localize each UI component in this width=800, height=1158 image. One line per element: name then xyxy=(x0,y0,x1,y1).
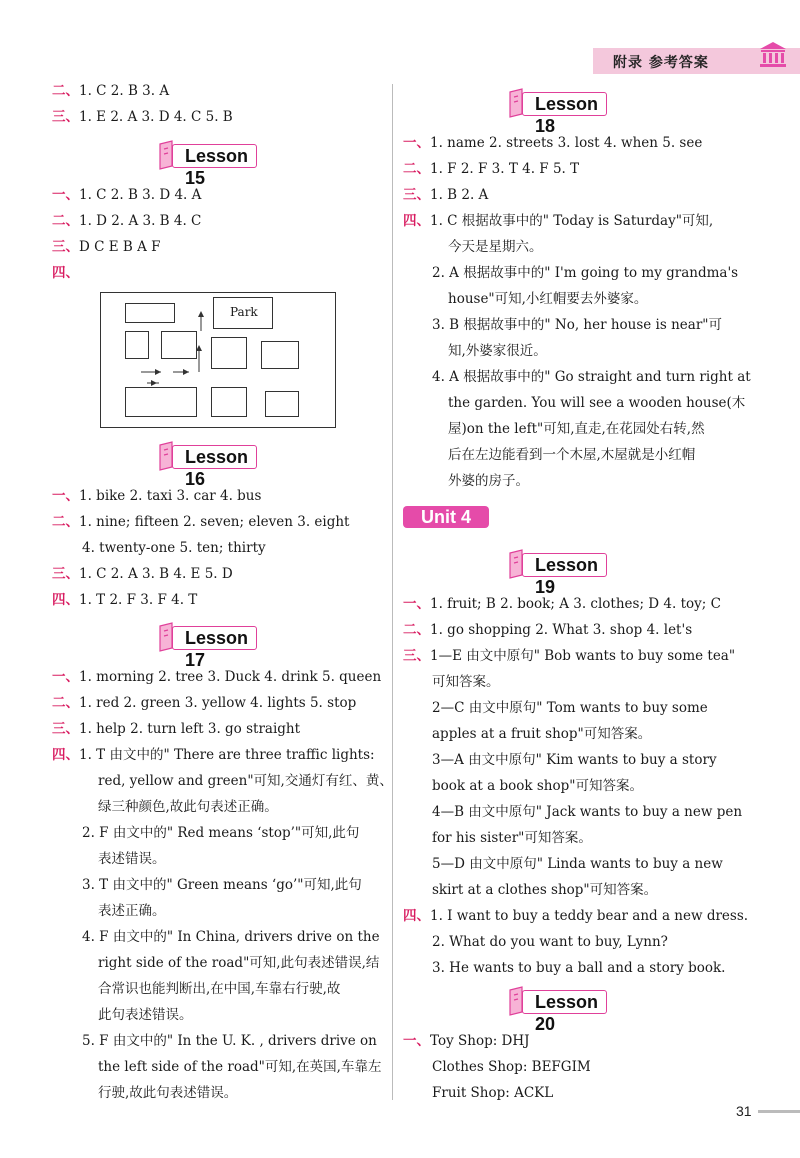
answer-line: 2—C 由文中原句" Tom wants to buy some xyxy=(432,700,708,716)
answer-line: 合常识也能判断出,在中国,车靠右行驶,故 xyxy=(98,981,341,997)
page-number: 31 xyxy=(736,1103,752,1119)
answer-line: book at a book shop"可知答案。 xyxy=(432,778,643,794)
answer-line: 一、Toy Shop: DHJ xyxy=(403,1033,530,1049)
unit-4-badge: Unit 4 xyxy=(403,506,489,528)
answer-line: the left side of the road"可知,在英国,车靠左 xyxy=(98,1059,382,1075)
answer-line: 三、1. help 2. turn left 3. go straight xyxy=(52,721,301,737)
answer-line: 外婆的房子。 xyxy=(448,473,529,489)
answer-line: 3. T 由文中的" Green means ‘go’"可知,此句 xyxy=(82,877,362,893)
answer-line: 二、1. go shopping 2. What 3. shop 4. let's xyxy=(403,622,693,638)
answer-line: 4. twenty-one 5. ten; thirty xyxy=(82,540,266,556)
answer-line: 此句表述错误。 xyxy=(98,1007,193,1023)
answer-line: Fruit Shop: ACKL xyxy=(432,1085,554,1101)
building-icon xyxy=(758,40,788,70)
answer-line: 表述错误。 xyxy=(98,851,166,867)
answer-line: skirt at a clothes shop"可知答案。 xyxy=(432,882,658,898)
answer-line: 5. F 由文中的" In the U. K. , drivers drive on xyxy=(82,1033,377,1049)
answer-line: 四、1. I want to buy a teddy bear and a new dress. xyxy=(403,908,749,924)
answer-line: 一、1. name 2. streets 3. lost 4. when 5. see xyxy=(403,135,703,151)
answer-line: 3. B 根据故事中的" No, her house is near"可 xyxy=(432,317,722,333)
answer-line: 表述正确。 xyxy=(98,903,166,919)
answer-line: 四、1. T 由文中的" There are three traffic lights: xyxy=(52,747,375,763)
answer-line: red, yellow and green"可知,交通灯有红、黄、 xyxy=(98,773,393,789)
answer-line: 一、1. morning 2. tree 3. Duck 4. drink 5. queen xyxy=(52,669,382,685)
answer-line: 知,外婆家很近。 xyxy=(448,343,547,359)
answer-line: house"可知,小红帽要去外婆家。 xyxy=(448,291,648,307)
header-title: 附录 参考答案 xyxy=(613,55,709,71)
answer-line: 屋)on the left"可知,直走,在花园处右转,然 xyxy=(448,421,705,437)
answer-line: 二、1. nine; fifteen 2. seven; eleven 3. eight xyxy=(52,514,350,530)
answer-line: 三、1. E 2. A 3. D 4. C 5. B xyxy=(52,109,233,125)
answer-line: 4. A 根据故事中的" Go straight and turn right at xyxy=(432,369,751,385)
answer-line: right side of the road"可知,此句表述错误,结 xyxy=(98,955,380,971)
answer-line: 2. What do you want to buy, Lynn? xyxy=(432,934,668,950)
answer-line: 2. A 根据故事中的" I'm going to my grandma's xyxy=(432,265,739,281)
answer-line: 绿三种颜色,故此句表述正确。 xyxy=(98,799,278,815)
answer-line: 三、1. B 2. A xyxy=(403,187,489,203)
answer-line: 二、1. D 2. A 3. B 4. C xyxy=(52,213,202,229)
answer-line: 三、1. C 2. A 3. B 4. E 5. D xyxy=(52,566,233,582)
answer-line: 4. F 由文中的" In China, drivers drive on the xyxy=(82,929,380,945)
answer-line: 可知答案。 xyxy=(432,674,500,690)
answer-line: 三、1—E 由文中原句" Bob wants to buy some tea" xyxy=(403,648,736,664)
answer-line: for his sister"可知答案。 xyxy=(432,830,592,846)
map-route-arrows xyxy=(101,293,335,427)
answer-line: 4—B 由文中原句" Jack wants to buy a new pen xyxy=(432,804,743,820)
answer-line: 二、1. F 2. F 3. T 4. F 5. T xyxy=(403,161,580,177)
answer-line: 二、1. C 2. B 3. A xyxy=(52,83,170,99)
page-number-bar xyxy=(758,1110,800,1113)
answer-line: 四、1. T 2. F 3. F 4. T xyxy=(52,592,198,608)
answer-line: 三、D C E B A F xyxy=(52,239,161,255)
map-diagram xyxy=(100,292,336,428)
answer-line: 5—D 由文中原句" Linda wants to buy a new xyxy=(432,856,723,872)
column-divider xyxy=(392,84,393,1100)
answer-line: 今天是星期六。 xyxy=(448,239,543,255)
answer-line: 一、1. bike 2. taxi 3. car 4. bus xyxy=(52,488,262,504)
answer-line: 后在左边能看到一个木屋,木屋就是小红帽 xyxy=(448,447,696,463)
answer-line: 四、 xyxy=(52,265,79,281)
answer-line: apples at a fruit shop"可知答案。 xyxy=(432,726,652,742)
answer-line: 3—A 由文中原句" Kim wants to buy a story xyxy=(432,752,717,768)
map-park-label: Park xyxy=(230,305,258,319)
answer-line: 一、1. C 2. B 3. D 4. A xyxy=(52,187,202,203)
answer-line: 二、1. red 2. green 3. yellow 4. lights 5. stop xyxy=(52,695,357,711)
answer-line: 一、1. fruit; B 2. book; A 3. clothes; D 4. toy; C xyxy=(403,596,721,612)
answer-line: Clothes Shop: BEFGIM xyxy=(432,1059,591,1075)
answer-line: the garden. You will see a wooden house(木 xyxy=(448,395,746,411)
page-header xyxy=(593,48,800,74)
answer-line: 3. He wants to buy a ball and a story book. xyxy=(432,960,726,976)
answer-line: 行驶,故此句表述错误。 xyxy=(98,1085,238,1101)
answer-line: 四、1. C 根据故事中的" Today is Saturday"可知, xyxy=(403,213,714,229)
answer-line: 2. F 由文中的" Red means ‘stop’"可知,此句 xyxy=(82,825,360,841)
